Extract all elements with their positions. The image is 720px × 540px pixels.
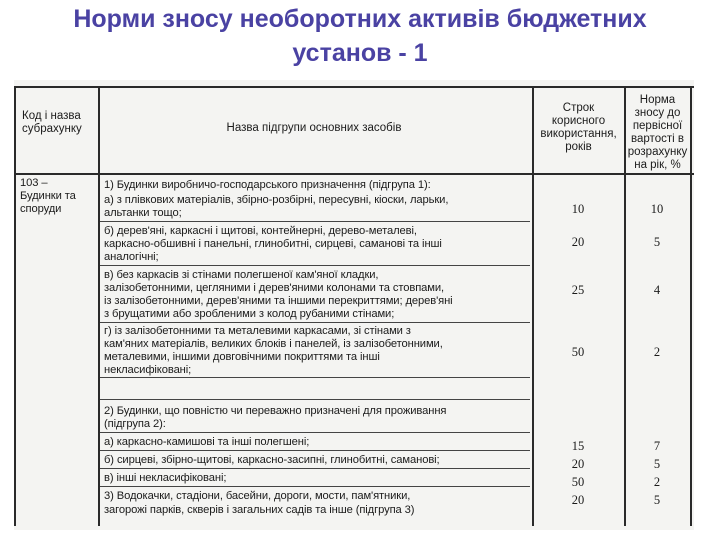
- term-value: 50: [571, 345, 585, 359]
- body-line: 1) Будинки виробничо-господарського призначення (підгрупа 1):: [104, 179, 431, 191]
- row-rule: [100, 322, 530, 323]
- body-line: а) з плівкових матеріалів, збірно-розбірні, пересувні, кіоски, ларьки,: [104, 194, 449, 206]
- term-value: 15: [571, 439, 585, 453]
- term-value: 25: [571, 283, 585, 297]
- header-term-column: Строк корисного використання, років: [540, 102, 617, 153]
- body-line: кам'яних матеріалів, великих блоків і панелей, із залізобетонними,: [104, 338, 443, 350]
- row-rule: [100, 486, 530, 487]
- body-line: г) із залізобетонними та металевими каркасами, зі стінами з: [104, 325, 411, 337]
- norm-value: 5: [653, 457, 661, 471]
- body-line: б) сирцеві, збірно-щитові, каркасно-засипні, глинобитні, саманові;: [104, 454, 440, 466]
- header-name-column: Назва підгрупи основних засобів: [226, 122, 402, 134]
- depreciation-table-scan: [14, 80, 694, 530]
- norm-value: 4: [653, 283, 661, 297]
- code-cell: 103 – Будинки та споруди: [20, 177, 76, 215]
- row-rule: [100, 468, 530, 469]
- body-line: аналогічні;: [104, 251, 159, 263]
- title-line-1: Норми зносу необоротних активів бюджетних: [73, 5, 647, 33]
- body-line: некласифіковані;: [104, 364, 192, 376]
- title-line-2: установ - 1: [292, 39, 428, 67]
- body-line: каркасно-обшивні і панельні, глинобитні, сирцеві, саманові та інші: [104, 238, 442, 250]
- slide-title: [0, 2, 720, 70]
- table-border-right: [690, 86, 692, 526]
- body-line: в) інші некласифіковані;: [104, 472, 227, 484]
- body-line: загорожі парків, скверів і загальних садів та інше (підгрупа 3): [104, 504, 415, 516]
- body-line: з брущатими або зробленими з колод рубаними стінами;: [104, 308, 395, 320]
- body-line: із залізобетонними, дерев'яними та іншими перекриттями; дерев'яні: [104, 295, 453, 307]
- row-rule: [100, 450, 530, 451]
- header-norm-column: Норма зносу до первісної вартості в розрахунку на рік, %: [627, 94, 688, 171]
- body-line: 3) Водокачки, стадіони, басейни, дороги, мости, пам'ятники,: [104, 490, 411, 502]
- row-rule: [100, 432, 530, 433]
- term-value: 20: [571, 493, 585, 507]
- term-value: 50: [571, 475, 585, 489]
- header-code-column: Код і назва субрахунку: [22, 110, 82, 135]
- row-rule: [100, 399, 530, 400]
- body-line: б) дерев'яні, каркасні і щитові, контейнерні, дерево-металеві,: [104, 225, 417, 237]
- norm-value: 5: [653, 493, 661, 507]
- row-rule: [100, 265, 530, 266]
- body-line: металевими, іншими довговічними покриттями та інші: [104, 351, 380, 363]
- header-bottom-rule: [14, 173, 694, 175]
- body-line: а) каркасно-камишові та інші полегшені;: [104, 436, 310, 448]
- term-value: 20: [571, 457, 585, 471]
- table-border-left: [14, 86, 16, 526]
- table-border-top: [14, 86, 694, 88]
- norm-value: 10: [650, 202, 664, 216]
- term-value: 10: [571, 202, 585, 216]
- body-line: 2) Будинки, що повністю чи переважно призначені для проживання: [104, 405, 447, 417]
- column-divider-1: [98, 86, 100, 526]
- row-rule: [100, 377, 530, 378]
- body-line: альтанки тощо;: [104, 207, 182, 219]
- norm-value: 2: [653, 475, 661, 489]
- body-line: залізобетонними, цегляними і дерев'яними колонами та стовпами,: [104, 282, 445, 294]
- norm-value: 7: [653, 439, 661, 453]
- norm-value: 5: [653, 235, 661, 249]
- body-line: в) без каркасів зі стінами полегшеної кам'яної кладки,: [104, 269, 379, 281]
- row-rule: [100, 221, 530, 222]
- body-line: (підгрупа 2):: [104, 418, 166, 430]
- norm-value: 2: [653, 345, 661, 359]
- term-value: 20: [571, 235, 585, 249]
